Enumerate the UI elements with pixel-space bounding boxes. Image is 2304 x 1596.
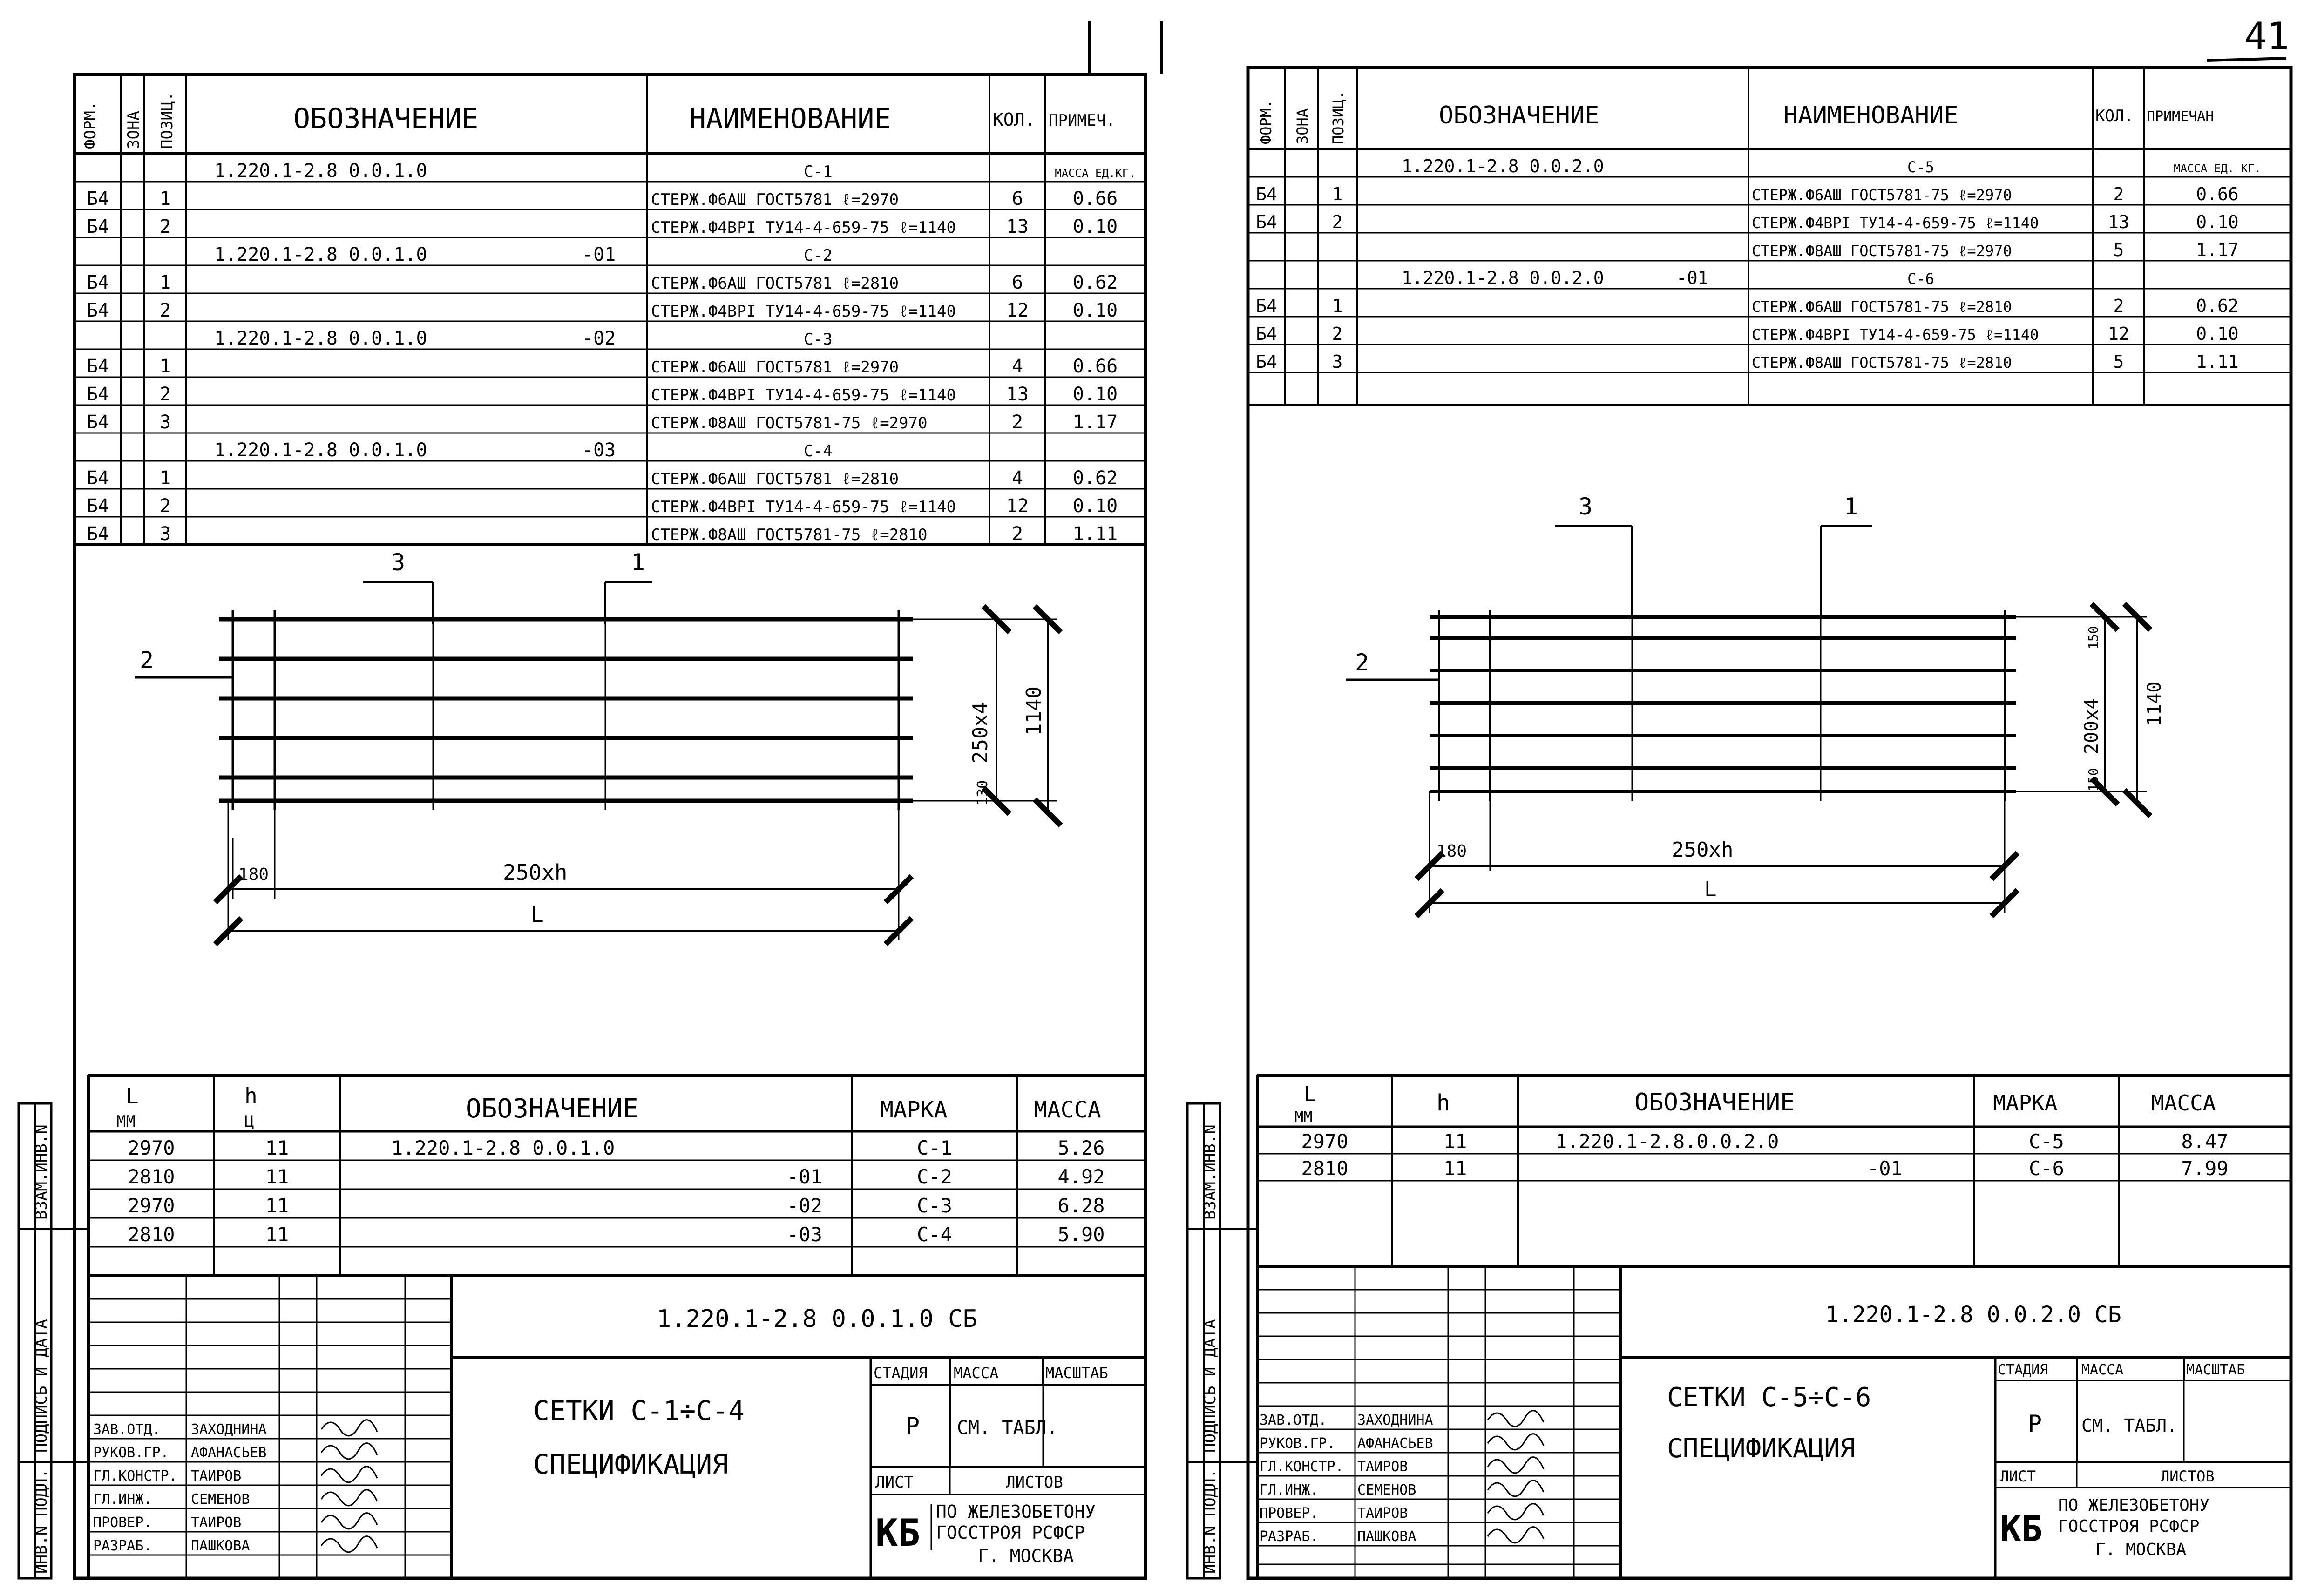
signature-scribble — [321, 1420, 377, 1436]
right-doc-code: 1.220.1-2.8 0.0.2.0 СБ — [1825, 1302, 2121, 1328]
signatory-name: ПАШКОВА — [191, 1538, 250, 1554]
spec-note-cell: 0.62 — [2196, 296, 2239, 316]
side-label-original-inv: ИНВ.N ПОДЛ. — [1201, 1468, 1220, 1574]
mass-l-cell: 2970 — [1301, 1130, 1349, 1153]
mass-col-mark: МАРКА — [880, 1097, 948, 1123]
left-spec-rows — [75, 160, 1145, 545]
signatory-name: ТАИРОВ — [191, 1468, 242, 1484]
right-spec-rows — [1248, 156, 2291, 372]
left-pos-label-2: 2 — [140, 647, 154, 674]
mass-value-cell: 8.47 — [2181, 1130, 2229, 1153]
mass-value-cell: 5.26 — [1057, 1136, 1105, 1159]
left-dim-span: 250хh — [503, 860, 568, 885]
left-sheets-label: ЛИСТОВ — [1006, 1473, 1063, 1492]
right-sheet-label: ЛИСТ — [2000, 1468, 2036, 1485]
right-org-line2: ГОССТРОЯ РСФСР — [2058, 1517, 2200, 1536]
spec-position-cell: 2 — [159, 300, 171, 321]
right-sheet-frame — [1248, 68, 2291, 1578]
spec-name-cell: СТЕРЖ.Ф8АШ ГОСТ5781-75 ℓ=2970 — [651, 414, 928, 433]
mass-l-cell: 2970 — [128, 1194, 175, 1217]
page-number-underline — [2207, 58, 2286, 61]
side-label-replacement-inv: ВЗАМ.ИНВ.N — [1201, 1124, 1220, 1220]
right-org-line1: ПО ЖЕЛЕЗОБЕТОНУ — [2058, 1496, 2210, 1515]
side-label-signature-date: ПОДПИСЬ И ДАТА — [1201, 1319, 1220, 1453]
signatory-name: ЗАХОДНИНА — [191, 1421, 267, 1438]
spec-note-cell: 0.10 — [1072, 495, 1118, 517]
spec-position-cell: 2 — [1332, 212, 1343, 232]
page-number: 41 — [2244, 14, 2290, 58]
mass-col-mark: МАРКА — [1993, 1090, 2058, 1116]
mass-value-cell: 5.90 — [1057, 1223, 1105, 1246]
spec-note-cell: 0.10 — [1072, 384, 1118, 405]
spec-name-cell: СТЕРЖ.Ф4ВРI ТУ14-4-659-75 ℓ=1140 — [651, 218, 956, 237]
spec-note-cell: 0.66 — [2196, 184, 2239, 204]
col-note-header: ПРИМЕЧАН — [2147, 108, 2214, 125]
spec-suffix-cell: -01 — [582, 244, 616, 265]
spec-position-cell: 2 — [159, 384, 171, 405]
right-stage-label: СТАДИЯ — [1998, 1362, 2048, 1378]
col-qty-header: КОЛ. — [993, 109, 1036, 130]
mass-l-cell: 2810 — [128, 1165, 175, 1188]
spec-qty-cell: 13 — [1006, 384, 1029, 405]
mass-suffix-cell: -01 — [1867, 1157, 1903, 1180]
spec-position-cell: 1 — [1332, 184, 1343, 204]
col-zone-header: ЗОНА — [124, 111, 143, 149]
signature-scribble — [321, 1513, 377, 1529]
spec-qty-cell: 2 — [1011, 523, 1023, 545]
mass-col-mass: МАССА — [2151, 1090, 2216, 1116]
spec-format-cell: Б4 — [86, 188, 109, 210]
mass-col-designation: ОБОЗНАЧЕНИЕ — [466, 1094, 638, 1124]
col-format-header: ФОРМ. — [81, 101, 100, 149]
spec-note-cell: 0.62 — [1072, 467, 1118, 489]
col-designation-header: ОБОЗНАЧЕНИЕ — [293, 102, 479, 135]
col-zone-header: ЗОНА — [1294, 108, 1311, 144]
mass-h-cell: 11 — [265, 1223, 289, 1246]
right-scale-label: МАСШТАБ — [2186, 1362, 2245, 1378]
left-doc-title: СЕТКИ С-1÷С-4 — [533, 1395, 745, 1427]
spec-position-cell: 2 — [1332, 324, 1343, 344]
signature-scribble — [321, 1536, 377, 1552]
right-dim-top: 150 — [2086, 626, 2101, 649]
spec-format-cell: Б4 — [1256, 352, 1277, 372]
left-mass-label: МАССА — [954, 1364, 999, 1382]
right-sheets-label: ЛИСТОВ — [2161, 1468, 2215, 1485]
left-doc-subtitle: СПЕЦИФИКАЦИЯ — [533, 1448, 729, 1480]
signatory-name: ТАИРОВ — [1357, 1505, 1408, 1522]
mass-col-h-unit: Ц — [244, 1112, 254, 1131]
spec-designation-cell: 1.220.1-2.8 0.0.1.0 — [214, 244, 427, 265]
spec-format-cell: Б4 — [86, 356, 109, 377]
spec-name-cell: СТЕРЖ.Ф4ВРI ТУ14-4-659-75 ℓ=1140 — [651, 386, 956, 405]
spec-position-cell: 1 — [159, 467, 171, 489]
col-qty-header: КОЛ. — [2095, 107, 2134, 125]
spec-name-cell: СТЕРЖ.Ф4ВРI ТУ14-4-659-75 ℓ=1140 — [651, 498, 956, 516]
left-dim-offset: 130 — [975, 780, 991, 805]
spec-qty-cell: 13 — [2108, 212, 2129, 232]
spec-name-cell: СТЕРЖ.Ф4ВРI ТУ14-4-659-75 ℓ=1140 — [651, 302, 956, 321]
spec-note-cell: МАССА ЕД.КГ. — [1055, 167, 1136, 180]
spec-note-cell: МАССА ЕД. КГ. — [2174, 162, 2261, 175]
spec-qty-cell: 2 — [1011, 412, 1023, 433]
spec-name-cell: С-2 — [804, 246, 833, 265]
left-org-line1: ПО ЖЕЛЕЗОБЕТОНУ — [936, 1501, 1096, 1522]
col-format-header: ФОРМ. — [1257, 99, 1275, 144]
mass-designation-cell: 1.220.1-2.8.0.0.2.0 — [1555, 1130, 1779, 1153]
spec-format-cell: Б4 — [1256, 184, 1277, 204]
left-stage-label: СТАДИЯ — [874, 1364, 928, 1382]
mass-suffix-cell: -03 — [787, 1223, 822, 1246]
spec-name-cell: С-4 — [804, 442, 833, 460]
right-pos-label-3: 3 — [1579, 493, 1593, 520]
right-mass-label: МАССА — [2081, 1362, 2124, 1378]
col-note-header: ПРИМЕЧ. — [1049, 111, 1116, 130]
mass-l-cell: 2810 — [1301, 1157, 1349, 1180]
spec-name-cell: СТЕРЖ.Ф6АШ ГОСТ5781 ℓ=2810 — [651, 274, 899, 293]
spec-note-cell: 0.62 — [1072, 272, 1118, 293]
left-doc-code: 1.220.1-2.8 0.0.1.0 СБ — [657, 1305, 977, 1333]
right-pos-label-2: 2 — [1355, 649, 1369, 676]
mass-mark-cell: С-6 — [2029, 1157, 2064, 1180]
spec-position-cell: 1 — [159, 272, 171, 293]
right-pos-label-1: 1 — [1844, 493, 1858, 520]
spec-format-cell: Б4 — [86, 412, 109, 433]
spec-designation-cell: 1.220.1-2.8 0.0.2.0 — [1402, 268, 1604, 288]
spec-position-cell: 1 — [1332, 296, 1343, 316]
left-dim-total: L — [531, 902, 544, 927]
spec-name-cell: СТЕРЖ.Ф6АШ ГОСТ5781-75 ℓ=2970 — [1752, 186, 2012, 204]
right-doc-title: СЕТКИ С-5÷С-6 — [1667, 1382, 1871, 1413]
left-sheet-label: ЛИСТ — [875, 1473, 914, 1492]
signature-scribble — [1488, 1481, 1544, 1496]
spec-note-cell: 0.66 — [1072, 356, 1118, 377]
spec-format-cell: Б4 — [86, 216, 109, 237]
signatory-name: ЗАХОДНИНА — [1357, 1412, 1433, 1428]
left-scale-label: МАСШТАБ — [1045, 1364, 1108, 1382]
signatory-role: ГЛ.ИНЖ. — [93, 1491, 152, 1508]
signatory-name: СЕМЕНОВ — [191, 1491, 250, 1508]
mass-h-cell: 11 — [265, 1194, 289, 1217]
spec-qty-cell: 4 — [1011, 356, 1023, 377]
spec-note-cell: 0.10 — [2196, 212, 2239, 232]
signatory-role: ГЛ.ИНЖ. — [1260, 1482, 1319, 1498]
right-mass-rows — [1257, 1130, 2291, 1181]
left-mass-rows — [88, 1136, 1145, 1247]
signatory-name: СЕМЕНОВ — [1357, 1482, 1416, 1498]
mass-mark-cell: С-5 — [2029, 1130, 2064, 1153]
left-dim-start: 180 — [238, 865, 269, 884]
mass-col-mass: МАССА — [1034, 1097, 1101, 1123]
left-sheet-frame — [75, 74, 1145, 1578]
spec-note-cell: 0.66 — [1072, 188, 1118, 210]
right-dim-vertical-inner: 200х4 — [2081, 698, 2102, 754]
spec-suffix-cell: -03 — [582, 440, 616, 461]
spec-format-cell: Б4 — [86, 523, 109, 545]
mass-l-cell: 2810 — [128, 1223, 175, 1246]
spec-name-cell: С-1 — [804, 162, 833, 181]
spec-qty-cell: 6 — [1011, 188, 1023, 210]
right-org-line3: Г. МОСКВА — [2095, 1540, 2187, 1559]
left-pos-label-3: 3 — [391, 549, 406, 576]
spec-format-cell: Б4 — [86, 384, 109, 405]
left-mass-value: СМ. ТАБЛ. — [957, 1417, 1058, 1439]
spec-note-cell: 0.10 — [1072, 300, 1118, 321]
signatory-name: АФАНАСЬЕВ — [191, 1445, 267, 1461]
spec-name-cell: СТЕРЖ.Ф4ВРI ТУ14-4-659-75 ℓ=1140 — [1752, 326, 2039, 344]
mass-suffix-cell: -01 — [787, 1165, 822, 1188]
spec-note-cell: 0.10 — [2196, 324, 2239, 344]
right-org-logo: КБ — [2000, 1508, 2043, 1549]
spec-name-cell: СТЕРЖ.Ф6АШ ГОСТ5781-75 ℓ=2810 — [1752, 298, 2012, 316]
right-mass-value: СМ. ТАБЛ. — [2081, 1415, 2177, 1436]
left-org-line2: ГОССТРОЯ РСФСР — [936, 1522, 1085, 1543]
col-designation-header: ОБОЗНАЧЕНИЕ — [1439, 101, 1599, 129]
right-doc-subtitle: СПЕЦИФИКАЦИЯ — [1667, 1434, 1856, 1464]
spec-position-cell: 3 — [159, 523, 171, 545]
spec-qty-cell: 12 — [2108, 324, 2129, 344]
signatory-name: ТАИРОВ — [1357, 1459, 1408, 1475]
spec-designation-cell: 1.220.1-2.8 0.0.1.0 — [214, 160, 427, 182]
right-stage-value: Р — [2028, 1410, 2042, 1437]
mass-col-l: L — [1304, 1082, 1316, 1106]
signatory-role: ЗАВ.ОТД. — [1260, 1412, 1327, 1428]
left-org-logo: КБ — [875, 1511, 921, 1555]
mass-col-l-unit: ММ — [1294, 1108, 1313, 1126]
left-pos-label-1: 1 — [631, 549, 645, 576]
mass-mark-cell: С-4 — [917, 1223, 952, 1246]
signature-scribble — [321, 1490, 377, 1506]
signatory-role: ПРОВЕР. — [93, 1515, 152, 1531]
spec-qty-cell: 12 — [1006, 495, 1029, 517]
signatory-role: ЗАВ.ОТД. — [93, 1421, 161, 1438]
right-dim-span: 250хh — [1672, 838, 1734, 862]
mass-suffix-cell: -02 — [787, 1194, 822, 1217]
mass-col-l: L — [126, 1083, 139, 1109]
spec-position-cell: 2 — [159, 495, 171, 517]
signature-scribble — [1488, 1457, 1544, 1473]
mass-mark-cell: С-1 — [917, 1136, 952, 1159]
signatory-name: ПАШКОВА — [1357, 1528, 1416, 1545]
spec-format-cell: Б4 — [1256, 296, 1277, 316]
mass-h-cell: 11 — [1443, 1157, 1467, 1180]
side-label-original-inv: ИНВ.N ПОДЛ. — [32, 1468, 51, 1574]
left-spec-table — [75, 74, 1145, 545]
left-dim-vertical-inner: 250х4 — [969, 702, 992, 764]
spec-position-cell: 1 — [159, 356, 171, 377]
spec-designation-cell: 1.220.1-2.8 0.0.1.0 — [214, 440, 427, 461]
signature-scribble — [1488, 1527, 1544, 1543]
left-mesh-drawing — [135, 582, 1057, 940]
spec-position-cell: 3 — [1332, 352, 1343, 372]
signatory-role: ПРОВЕР. — [1260, 1505, 1319, 1522]
mass-col-h: h — [244, 1083, 258, 1109]
mass-col-l-unit: ММ — [116, 1112, 136, 1131]
spec-name-cell: С-3 — [804, 330, 833, 349]
spec-qty-cell: 6 — [1011, 272, 1023, 293]
spec-name-cell: С-5 — [1907, 158, 1934, 176]
signature-scribble — [1488, 1434, 1544, 1450]
spec-format-cell: Б4 — [86, 272, 109, 293]
side-label-signature-date: ПОДПИСЬ И ДАТА — [32, 1319, 51, 1453]
spec-qty-cell: 4 — [1011, 467, 1023, 489]
spec-format-cell: Б4 — [86, 467, 109, 489]
right-dim-start: 180 — [1437, 842, 1467, 861]
spec-note-cell: 1.11 — [1072, 523, 1118, 545]
signature-scribble — [1488, 1411, 1544, 1427]
mass-value-cell: 4.92 — [1057, 1165, 1105, 1188]
spec-suffix-cell: -01 — [1676, 268, 1708, 288]
mass-designation-cell: 1.220.1-2.8 0.0.1.0 — [391, 1136, 615, 1159]
spec-qty-cell: 12 — [1006, 300, 1029, 321]
signatory-role: РУКОВ.ГР. — [1260, 1435, 1335, 1452]
left-org-line3: Г. МОСКВА — [978, 1546, 1074, 1566]
mass-value-cell: 6.28 — [1057, 1194, 1105, 1217]
signatory-name: АФАНАСЬЕВ — [1357, 1435, 1433, 1452]
spec-format-cell: Б4 — [86, 495, 109, 517]
spec-note-cell: 1.17 — [2196, 240, 2239, 260]
spec-name-cell: СТЕРЖ.Ф8АШ ГОСТ5781-75 ℓ=2970 — [1752, 242, 2012, 260]
left-signatories — [93, 1420, 377, 1554]
signature-scribble — [1488, 1504, 1544, 1520]
mass-h-cell: 11 — [265, 1136, 289, 1159]
spec-name-cell: СТЕРЖ.Ф6АШ ГОСТ5781 ℓ=2970 — [651, 190, 899, 209]
spec-format-cell: Б4 — [1256, 324, 1277, 344]
mass-col-h: h — [1437, 1090, 1450, 1116]
left-stage-value: Р — [906, 1413, 920, 1440]
spec-name-cell: СТЕРЖ.Ф6АШ ГОСТ5781 ℓ=2970 — [651, 358, 899, 377]
signature-scribble — [321, 1443, 377, 1459]
spec-name-cell: С-6 — [1907, 270, 1934, 288]
mass-h-cell: 11 — [265, 1165, 289, 1188]
spec-name-cell: СТЕРЖ.Ф8АШ ГОСТ5781-75 ℓ=2810 — [1752, 354, 2012, 372]
spec-qty-cell: 2 — [2113, 184, 2124, 204]
left-side-strip — [19, 1103, 88, 1578]
spec-note-cell: 0.10 — [1072, 216, 1118, 237]
col-position-header: ПОЗИЦ. — [1329, 90, 1347, 144]
mass-l-cell: 2970 — [128, 1136, 175, 1159]
right-dim-vertical-outer: 1140 — [2144, 681, 2165, 726]
right-signatories — [1260, 1411, 1544, 1545]
mass-value-cell: 7.99 — [2181, 1157, 2229, 1180]
spec-designation-cell: 1.220.1-2.8 0.0.1.0 — [214, 328, 427, 349]
mass-h-cell: 11 — [1443, 1130, 1467, 1153]
right-dim-bottom: 150 — [2086, 768, 2101, 791]
right-dim-total: L — [1704, 878, 1717, 901]
col-position-header: ПОЗИЦ. — [158, 92, 176, 149]
mass-mark-cell: С-3 — [917, 1194, 952, 1217]
mass-col-designation: ОБОЗНАЧЕНИЕ — [1634, 1089, 1795, 1116]
signatory-role: РАЗРАБ. — [1260, 1528, 1319, 1545]
signatory-name: ТАИРОВ — [191, 1515, 242, 1531]
spec-position-cell: 2 — [159, 216, 171, 237]
spec-position-cell: 1 — [159, 188, 171, 210]
signatory-role: РУКОВ.ГР. — [93, 1445, 169, 1461]
spec-qty-cell: 13 — [1006, 216, 1029, 237]
spec-format-cell: Б4 — [86, 300, 109, 321]
spec-name-cell: СТЕРЖ.Ф6АШ ГОСТ5781 ℓ=2810 — [651, 470, 899, 488]
spec-note-cell: 1.11 — [2196, 352, 2239, 372]
signature-scribble — [321, 1467, 377, 1482]
col-name-header: НАИМЕНОВАНИЕ — [689, 102, 891, 135]
col-name-header: НАИМЕНОВАНИЕ — [1783, 101, 1958, 129]
signatory-role: РАЗРАБ. — [93, 1538, 152, 1554]
spec-qty-cell: 2 — [2113, 296, 2124, 316]
spec-suffix-cell: -02 — [582, 328, 616, 349]
spec-qty-cell: 5 — [2113, 352, 2124, 372]
spec-name-cell: СТЕРЖ.Ф4ВРI ТУ14-4-659-75 ℓ=1140 — [1752, 214, 2039, 232]
spec-position-cell: 3 — [159, 412, 171, 433]
spec-name-cell: СТЕРЖ.Ф8АШ ГОСТ5781-75 ℓ=2810 — [651, 526, 928, 544]
signatory-role: ГЛ.КОНСТР. — [93, 1468, 177, 1484]
spec-format-cell: Б4 — [1256, 212, 1277, 232]
spec-qty-cell: 5 — [2113, 240, 2124, 260]
spec-note-cell: 1.17 — [1072, 412, 1118, 433]
mass-mark-cell: С-2 — [917, 1165, 952, 1188]
signatory-role: ГЛ.КОНСТР. — [1260, 1459, 1344, 1475]
left-dim-vertical-outer: 1140 — [1022, 686, 1046, 736]
spec-designation-cell: 1.220.1-2.8 0.0.2.0 — [1402, 156, 1604, 176]
side-label-replacement-inv: ВЗАМ.ИНВ.N — [32, 1124, 51, 1220]
